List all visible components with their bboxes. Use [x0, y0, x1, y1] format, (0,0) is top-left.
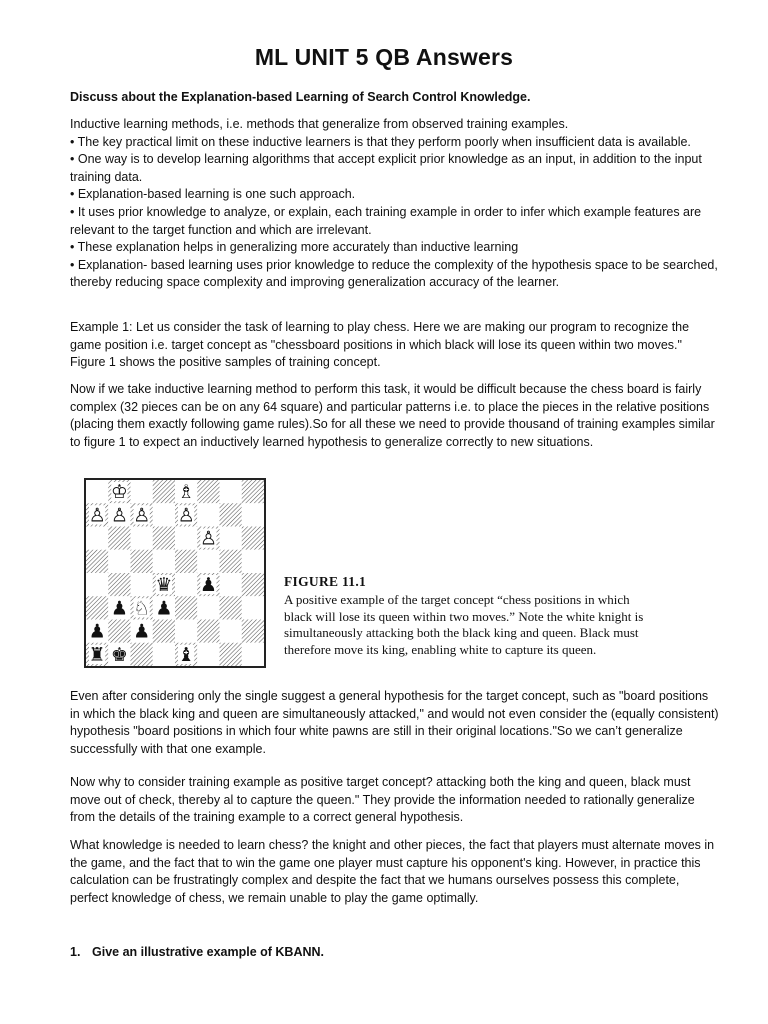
dark-square — [197, 480, 219, 503]
intro-bullet: • Explanation-based learning is one such approach. — [70, 187, 356, 202]
light-square — [153, 643, 175, 666]
chess-piece: ♟ — [199, 574, 217, 597]
chess-board-graphic — [86, 480, 264, 666]
intro-bullet: • It uses prior knowledge to analyze, or explain, each training example in order to infer which example features are relevant to the target function and which are irrelevant. — [70, 204, 702, 237]
dark-square — [131, 550, 153, 573]
chess-piece: ♟ — [133, 620, 151, 643]
light-square — [153, 550, 175, 573]
dark-square — [220, 596, 242, 619]
figure-title: FIGURE 11.1 — [284, 574, 367, 589]
dark-square — [108, 527, 130, 550]
chess-board — [84, 478, 266, 668]
dark-square — [242, 620, 264, 643]
question-number: 1. — [70, 945, 81, 959]
light-square — [197, 550, 219, 573]
light-square — [242, 596, 264, 619]
chess-piece: ♟ — [110, 597, 128, 620]
chess-piece: ♘ — [133, 597, 151, 620]
light-square — [197, 596, 219, 619]
chess-piece: ♙ — [110, 504, 128, 527]
light-square — [220, 480, 242, 503]
dark-square — [131, 643, 153, 666]
dark-square — [108, 620, 130, 643]
chess-knowledge-paragraph: What knowledge is needed to learn chess? the knight and other pieces, the fact that players must alternate moves in the game, and the fact that to win the game one player must capture his opponent's king. However, in practice this calculation can be frustratingly complex and despite the fact that we humans ourselves possess this complete, perfect knowledge of chess, we remain unable to play the game optimally. — [70, 838, 715, 905]
light-square — [242, 503, 264, 526]
chess-piece: ♝ — [177, 643, 195, 666]
light-square — [86, 480, 108, 503]
dark-square — [242, 573, 264, 596]
hypothesis-paragraph: Even after considering only the single suggest a general hypothesis for the target concept, such as "board positions in which the black king and queen are simultaneously attacked," and would not even consider the (equally consistent) hypothesis "board positions in which four white pawns are still in their original locations."So we can’t generalize successfully with that one example. — [70, 689, 719, 756]
chess-piece: ♔ — [110, 481, 128, 504]
intro-bullet: • Explanation- based learning uses prior knowledge to reduce the complexity of the hypothesis space to be searched, thereby reducing space complexity and improving generalization accuracy of the learner. — [70, 257, 718, 290]
intro-bullet: • These explanation helps in generalizing more accurately than inductive learning — [70, 240, 519, 255]
question-heading: Discuss about the Explanation-based Learning of Search Control Knowledge. — [70, 90, 531, 104]
chess-piece: ♜ — [88, 643, 106, 666]
chess-piece: ♚ — [110, 643, 128, 666]
light-square — [197, 503, 219, 526]
dark-square — [220, 503, 242, 526]
dark-square — [175, 596, 197, 619]
positive-example-paragraph: Now why to consider training example as positive target concept? attacking both the king and queen, black must move out of check, thereby al to capture the queen." They provide the information needed to rationally generalize from the details of the training example to a correct general hypothesis. — [70, 775, 695, 825]
figure-caption: A positive example of the target concept “chess positions in which black will lose its queen within two moves.” Note the white knight is simultaneously attacking both the black king and queen. Black must therefore move its king, enabling white to capture its queen. — [284, 592, 644, 657]
dark-square — [153, 620, 175, 643]
intro-bullet: • One way is to develop learning algorithms that accept explicit prior knowledge as an input, in addition to the input training data. — [70, 152, 702, 184]
light-square — [175, 573, 197, 596]
light-square — [220, 620, 242, 643]
example-paragraph: Example 1: Let us consider the task of learning to play chess. Here we are making our program to recognize the game position i.e. target concept as "chessboard positions in which black will lose its queen within two moves." Figure 1 shows the positive samples of training concept. — [70, 320, 690, 370]
chess-figure — [84, 478, 644, 678]
light-square — [153, 503, 175, 526]
dark-square — [108, 573, 130, 596]
chess-piece: ♛ — [155, 574, 173, 597]
light-square — [86, 527, 108, 550]
dark-square — [242, 480, 264, 503]
light-square — [197, 643, 219, 666]
light-square — [220, 573, 242, 596]
chess-piece: ♙ — [199, 527, 217, 550]
light-square — [131, 527, 153, 550]
dark-square — [220, 643, 242, 666]
light-square — [86, 573, 108, 596]
document-title: ML UNIT 5 QB Answers — [254, 44, 514, 70]
light-square — [242, 643, 264, 666]
dark-square — [242, 527, 264, 550]
chess-piece: ♙ — [88, 504, 106, 527]
dark-square — [153, 527, 175, 550]
chess-piece: ♙ — [133, 504, 151, 527]
dark-square — [86, 550, 108, 573]
chess-piece: ♟ — [88, 620, 106, 643]
chess-piece: ♟ — [155, 597, 173, 620]
dark-square — [220, 550, 242, 573]
light-square — [108, 550, 130, 573]
light-square — [242, 550, 264, 573]
light-square — [175, 527, 197, 550]
dark-square — [197, 620, 219, 643]
dark-square — [175, 550, 197, 573]
intro-paragraph — [70, 116, 720, 292]
chess-piece: ♙ — [177, 504, 195, 527]
question-text: Give an illustrative example of KBANN. — [92, 945, 325, 959]
light-square — [175, 620, 197, 643]
intro-line: Inductive learning methods, i.e. methods that generalize from observed training examples. — [70, 117, 569, 131]
light-square — [220, 527, 242, 550]
dark-square — [86, 596, 108, 619]
light-square — [131, 573, 153, 596]
dark-square — [153, 480, 175, 503]
chess-piece: ♗ — [177, 481, 195, 504]
intro-bullet: • The key practical limit on these inductive learners is that they perform poorly when insufficient data is available. — [70, 134, 691, 149]
next-question — [70, 945, 324, 959]
inductive-paragraph: Now if we take inductive learning method to perform this task, it would be difficult because the chess board is fairly complex (32 pieces can be on any 64 square) and particular patterns i.e. to place the pieces in the relative positions (placing them exactly following game rules).So for all these we need to provide thousand of training examples similar to figure 1 to expect an inductively learned hypothesis to generalize correctly to new situations. — [70, 382, 715, 449]
light-square — [131, 480, 153, 503]
